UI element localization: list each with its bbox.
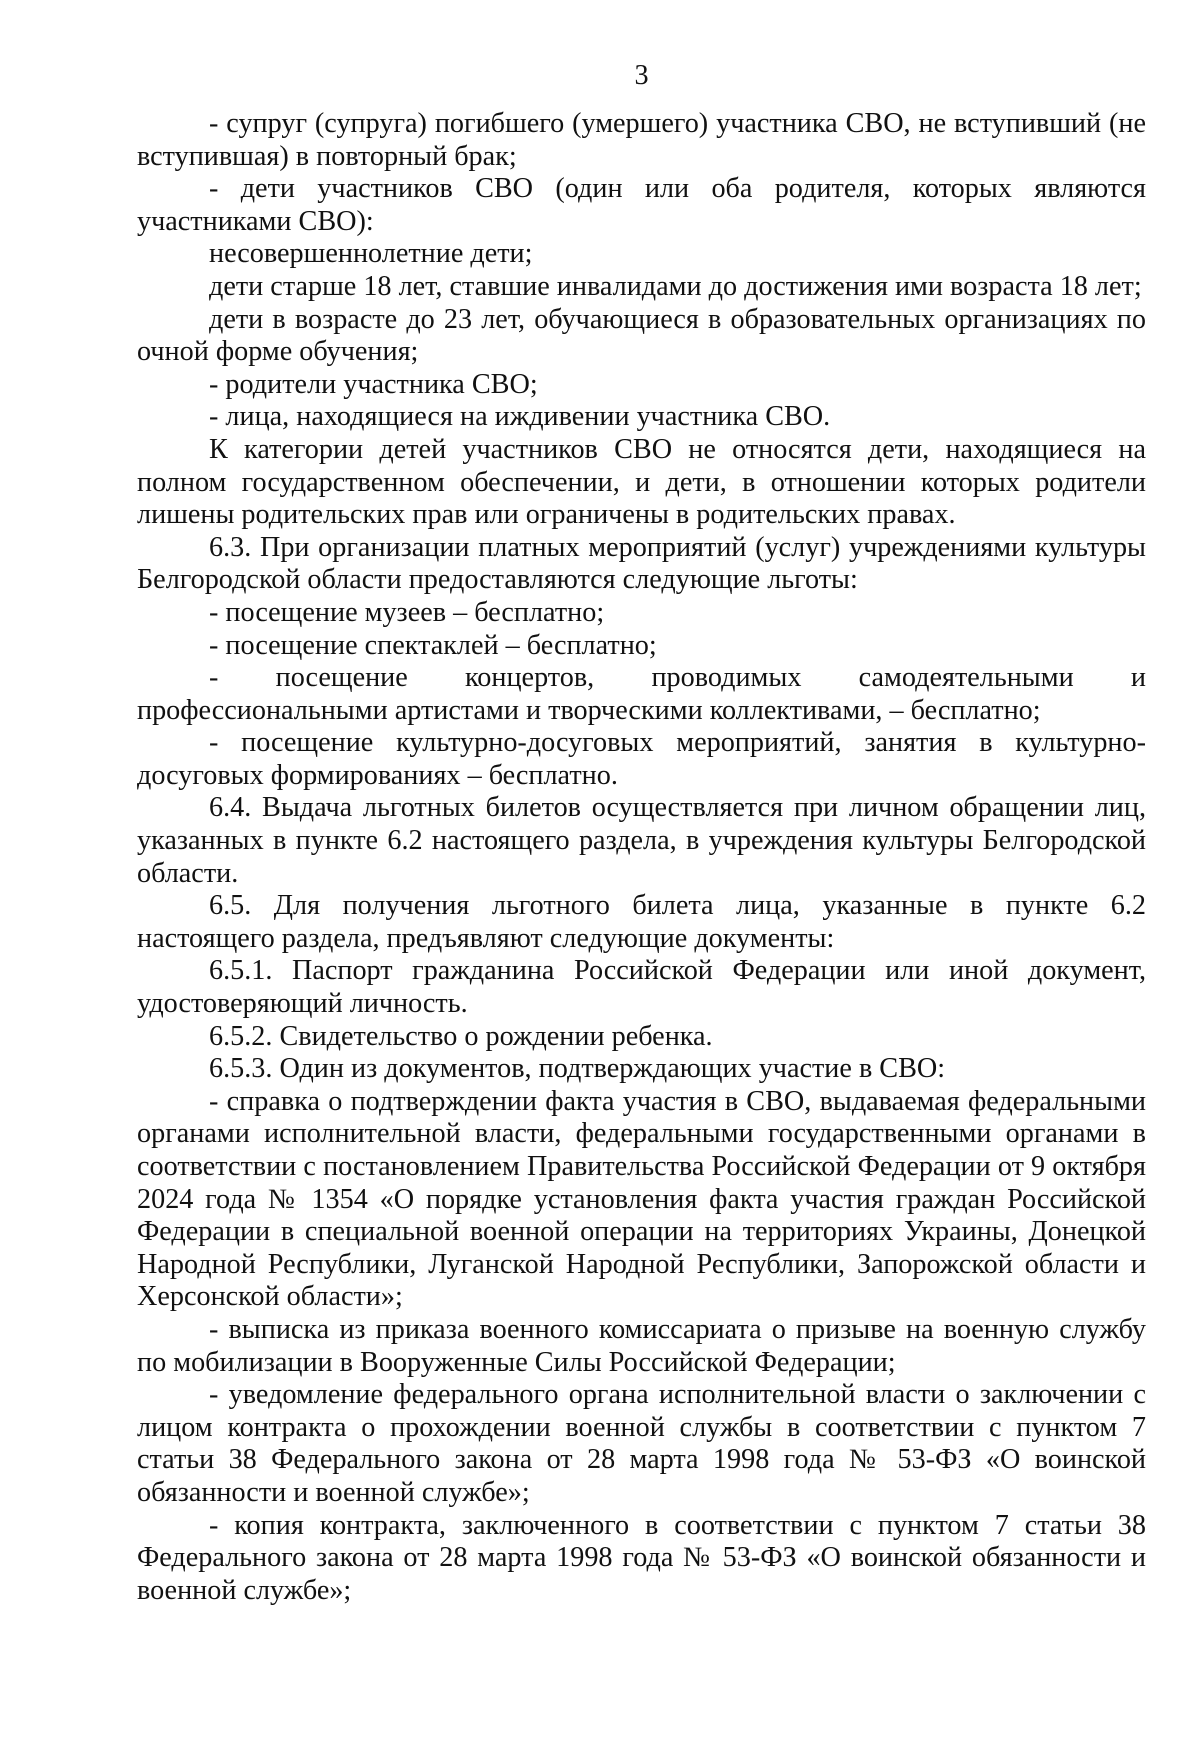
paragraph-section-6-5-1: 6.5.1. Паспорт гражданина Российской Федерации или иной документ, удостоверяющий личность. (137, 955, 1146, 1020)
paragraph-spouse: - супруг (супруга) погибшего (умершего) участника СВО, не вступивший (не вступившая) в повторный брак; (137, 108, 1146, 172)
document-body (137, 108, 1146, 1607)
paragraph-cultural-events: - посещение культурно-досуговых мероприятий, занятия в культурно-досуговых формированиях – бесплатно. (137, 727, 1146, 791)
paragraph-minor-children: несовершеннолетние дети; (209, 238, 533, 270)
paragraph-section-6-4: 6.4. Выдача льготных билетов осуществляется при личном обращении лиц, указанных в пункте 6.2 настоящего раздела, в учреждения культуры Белгородской области. (137, 792, 1146, 889)
paragraph-section-6-5-3: 6.5.3. Один из документов, подтверждающих участие в СВО: (209, 1053, 946, 1085)
paragraph-children-of-participants: - дети участников СВО (один или оба родителя, которых являются участниками СВО): (137, 173, 1146, 237)
paragraph-section-6-5: 6.5. Для получения льготного билета лица, указанные в пункте 6.2 настоящего раздела, предъявляют следующие документы: (137, 890, 1146, 954)
page-number: 3 (634, 60, 649, 91)
paragraph-section-6-5-2: 6.5.2. Свидетельство о рождении ребенка. (209, 1020, 713, 1052)
paragraph-contract-notification: - уведомление федерального органа исполнительной власти о заключении с лицом контракта о прохождении военной службы в соответствии с пунктом 7 статьи 38 Федерального закона от 28 марта 1998 года № 53-ФЗ «О воинской обязанности и военной службе»; (137, 1379, 1146, 1508)
paragraph-section-6-3: 6.3. При организации платных мероприятий (услуг) учреждениями культуры Белгородской области предоставляются следующие льготы: (137, 531, 1146, 596)
paragraph-category-exclusions: К категории детей участников СВО не относятся дети, находящиеся на полном государственном обеспечении, и дети, в отношении которых родители лишены родительских прав или ограничены в родительских правах. (137, 433, 1146, 531)
paragraph-concerts: - посещение концертов, проводимых самодеятельными и профессиональными артистами и творческими коллективами, – бесплатно; (137, 662, 1146, 726)
paragraph-participation-certificate: - справка о подтверждении факта участия в СВО, выдаваемая федеральными органами исполнительной власти, федеральными государственными органами в соответствии с постановлением Правительства Российской Федерации от 9 октября 2024 года № 1354 «О порядке установления факта участия граждан Российской Федерации в специальной военной операции на территориях Украины, Донецкой Народной Республики, Луганской Народной Республики, Запорожской области и Херсонской области»; (137, 1085, 1146, 1313)
paragraph-dependents: - лица, находящиеся на иждивении участника СВО. (209, 401, 831, 433)
paragraph-museums: - посещение музеев – бесплатно; (209, 596, 605, 628)
paragraph-parents: - родители участника СВО; (209, 368, 538, 400)
paragraph-contract-copy: - копия контракта, заключенного в соответствии с пунктом 7 статьи 38 Федерального закона от 28 марта 1998 года № 53-ФЗ «О воинской обязанности и военной службе»; (137, 1509, 1146, 1606)
paragraph-disabled-children: дети старше 18 лет, ставшие инвалидами до достижения ими возраста 18 лет; (209, 270, 1142, 302)
paragraph-performances: - посещение спектаклей – бесплатно; (209, 629, 657, 661)
paragraph-mobilization-order: - выписка из приказа военного комиссариата о призыве на военную службу по мобилизации в Вооруженные Силы Российской Федерации; (137, 1313, 1146, 1378)
paragraph-students-under-23: дети в возрасте до 23 лет, обучающиеся в образовательных организациях по очной форме обучения; (137, 303, 1146, 368)
